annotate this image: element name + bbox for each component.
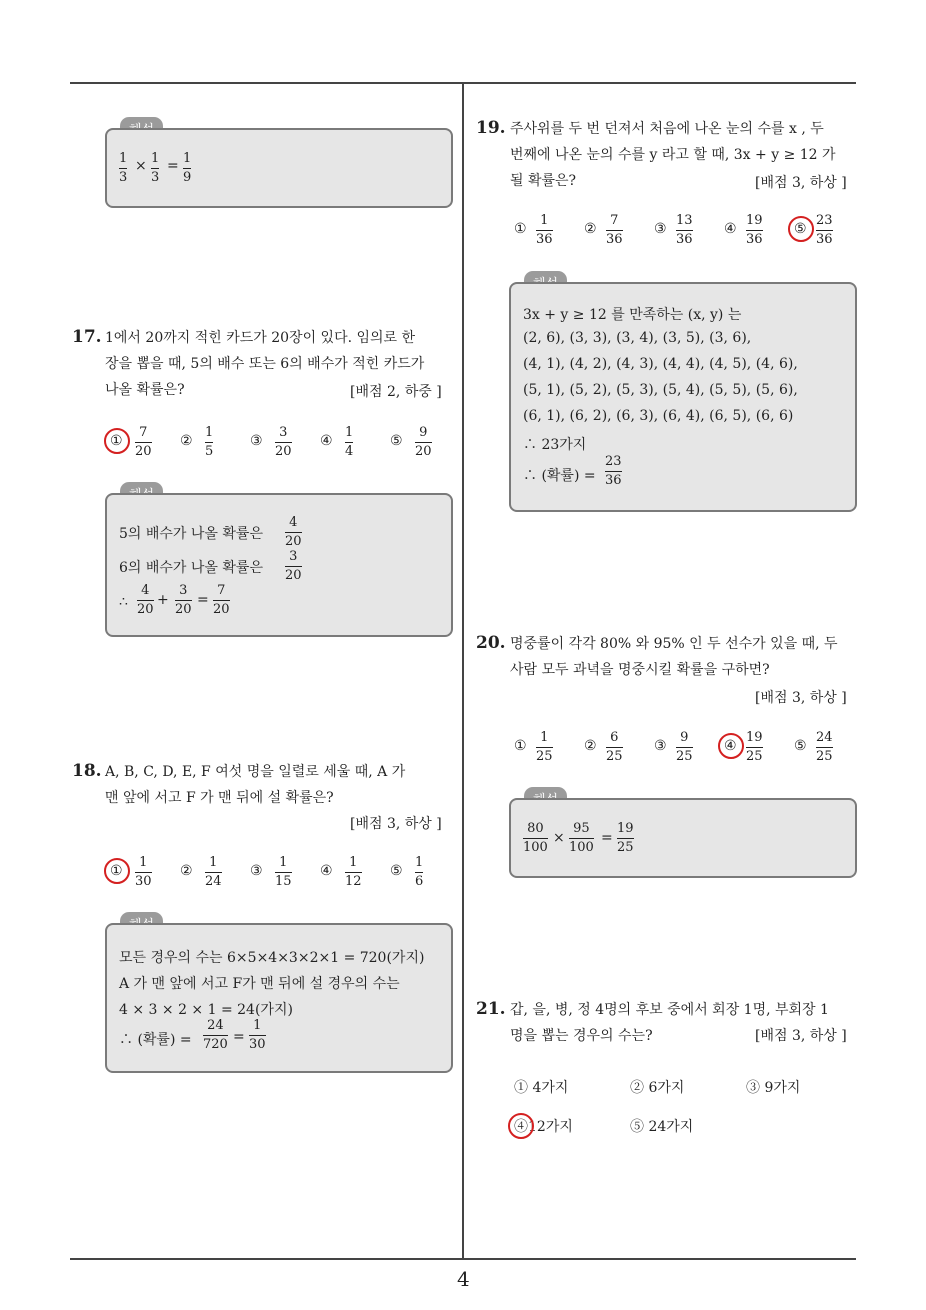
- solution-line: 4 × 3 × 2 × 1 = 24(가지): [119, 1002, 293, 1018]
- question-number: 17.: [72, 327, 102, 347]
- solution-box: [509, 282, 857, 512]
- fraction: $\frac{19}{25}$: [617, 821, 634, 855]
- times-sign: ×: [553, 830, 565, 846]
- fraction: $\frac{1}{3}$: [151, 151, 160, 185]
- solution-line: 5의 배수가 나올 확률은: [119, 526, 263, 542]
- fraction: $\frac{3}{20}$: [175, 583, 192, 617]
- solution-box: [105, 923, 453, 1073]
- choice-3[interactable]: ③ 9가지: [746, 1080, 801, 1096]
- question-text: A, B, C, D, E, F 여섯 명을 일렬로 세울 때, A 가 맨 앞에 서고 F 가 맨 뒤에 설 확률은?: [105, 764, 406, 806]
- question-meta: [배점 2, 하중 ]: [350, 384, 442, 400]
- page-number: 4: [457, 1267, 470, 1291]
- bottom-rule: [70, 1258, 856, 1260]
- fraction: $\frac{3}{20}$: [285, 549, 302, 583]
- solution-line: ∴ 23가지: [523, 437, 587, 453]
- fraction: $\frac{80}{100}$: [523, 821, 548, 855]
- solution-box-prev: [105, 128, 453, 208]
- fraction: $\frac{1}{30}$: [249, 1018, 266, 1052]
- question-number: 19.: [476, 118, 506, 138]
- fraction: $\frac{1}{3}$: [119, 151, 128, 185]
- question-meta: [배점 3, 하상 ]: [755, 1028, 847, 1044]
- therefore-sign: ∴: [119, 594, 128, 610]
- times-sign: ×: [135, 158, 147, 174]
- solution-line: (5, 1), (5, 2), (5, 3), (5, 4), (5, 5), (5, 6),: [523, 382, 798, 398]
- answer-circle: [104, 858, 130, 884]
- solution-line: 6의 배수가 나올 확률은: [119, 560, 263, 576]
- question-text: 명중률이 각각 80% 와 95% 인 두 선수가 있을 때, 두 사람 모두 과녁을 명중시킬 확률을 구하면?: [510, 636, 838, 678]
- fraction: $\frac{1}{9}$: [183, 151, 192, 185]
- solution-line: 모든 경우의 수는 6×5×4×3×2×1 = 720(가지): [119, 950, 425, 966]
- question-meta: [배점 3, 하상 ]: [350, 816, 442, 832]
- fraction: $\frac{23}{36}$: [605, 454, 622, 488]
- fraction: $\frac{24}{720}$: [203, 1018, 228, 1052]
- question-text: 1에서 20까지 적힌 카드가 20장이 있다. 임의로 한 장을 뽑을 때, 5의 배수 또는 6의 배수가 적힌 카드가 나올 확률은?: [105, 330, 425, 398]
- question-meta: [배점 3, 하상 ]: [755, 690, 847, 706]
- solution-line: (4, 1), (4, 2), (4, 3), (4, 4), (4, 5), (4, 6),: [523, 356, 798, 372]
- choice-2[interactable]: ② 6가지: [630, 1080, 685, 1096]
- fraction: $\frac{95}{100}$: [569, 821, 594, 855]
- solution-line: 3x + y ≥ 12 를 만족하는 (x, y) 는: [523, 307, 742, 323]
- fraction: $\frac{4}{20}$: [137, 583, 154, 617]
- choice-5[interactable]: ⑤ 24가지: [630, 1119, 694, 1135]
- question-meta: [배점 3, 하상 ]: [755, 175, 847, 191]
- answer-circle: [788, 216, 814, 242]
- solution-line: ∴ (확률) =: [119, 1032, 192, 1048]
- fraction: $\frac{7}{20}$: [213, 583, 230, 617]
- solution-line: A 가 맨 앞에 서고 F가 맨 뒤에 설 경우의 수는: [119, 976, 400, 992]
- answer-circle: [508, 1113, 534, 1139]
- choice-1[interactable]: ① 4가지: [514, 1080, 569, 1096]
- solution-line: ∴ (확률) =: [523, 468, 596, 484]
- choice-4[interactable]: ④12가지: [514, 1119, 573, 1135]
- answer-circle: [104, 428, 130, 454]
- equals-sign: =: [601, 830, 613, 846]
- equals-sign: =: [167, 158, 179, 174]
- equals-sign: =: [197, 592, 209, 608]
- question-number: 20.: [476, 633, 506, 653]
- plus-sign: +: [157, 592, 169, 608]
- question-text: 갑, 을, 병, 정 4명의 후보 중에서 회장 1명, 부회장 1 명을 뽑는 경우의 수는?: [510, 1002, 829, 1044]
- solution-line: (6, 1), (6, 2), (6, 3), (6, 4), (6, 5), (6, 6): [523, 408, 794, 424]
- equals-sign: =: [233, 1029, 245, 1045]
- answer-circle: [718, 733, 744, 759]
- solution-box: [509, 798, 857, 878]
- question-number: 18.: [72, 761, 102, 781]
- question-number: 21.: [476, 999, 506, 1019]
- solution-box: [105, 493, 453, 637]
- solution-line: (2, 6), (3, 3), (3, 4), (3, 5), (3, 6),: [523, 330, 752, 346]
- column-divider: [462, 84, 464, 1258]
- question-text: 주사위를 두 번 던져서 처음에 나온 눈의 수를 x , 두 번째에 나온 눈의 수를 y 라고 할 때, 3x + y ≥ 12 가 될 확률은?: [510, 121, 836, 189]
- fraction: $\frac{4}{20}$: [285, 515, 302, 549]
